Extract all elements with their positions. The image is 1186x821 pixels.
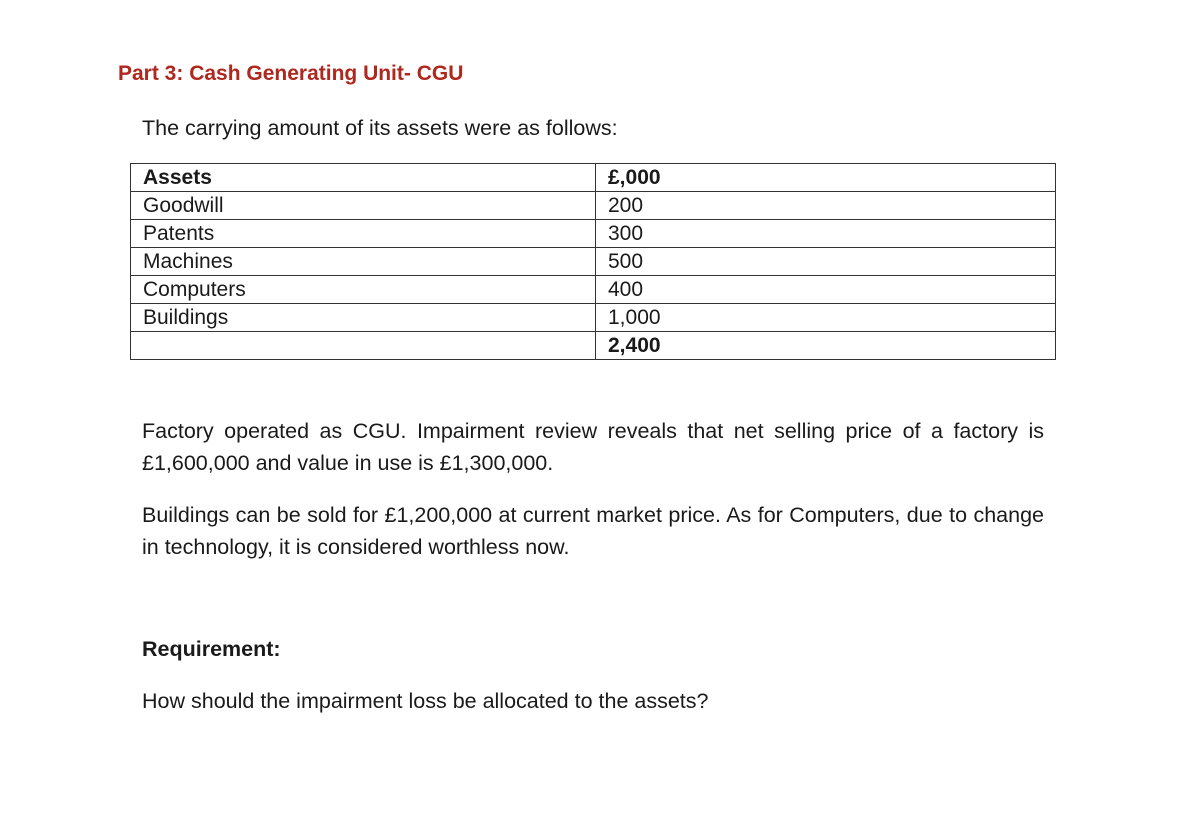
table-header-row	[131, 164, 1056, 192]
column-header-value: £,000	[596, 164, 1056, 192]
section-heading: Part 3: Cash Generating Unit- CGU	[118, 62, 464, 85]
asset-value-cell: 200	[596, 192, 1056, 220]
table-row	[131, 276, 1056, 304]
requirement-question: How should the impairment loss be allocated to the assets?	[142, 689, 709, 713]
table-row	[131, 248, 1056, 276]
asset-value-cell: 1,000	[596, 304, 1056, 332]
table-row	[131, 220, 1056, 248]
asset-name-cell: Machines	[131, 248, 596, 276]
assets-table	[130, 163, 1056, 360]
scenario-paragraph: Factory operated as CGU. Impairment review reveals that net selling price of a factory is £1,600,000 and value in use is £1,300,000.	[142, 419, 1044, 475]
table-total-row	[131, 332, 1056, 360]
asset-value-cell: 400	[596, 276, 1056, 304]
asset-name-cell: Goodwill	[131, 192, 596, 220]
scenario-paragraph: Buildings can be sold for £1,200,000 at current market price. As for Computers, due to change in technology, it is considered worthless now.	[142, 503, 1044, 559]
asset-value-cell: 300	[596, 220, 1056, 248]
asset-name-cell: Computers	[131, 276, 596, 304]
intro-text: The carrying amount of its assets were as follows:	[142, 116, 618, 140]
total-value-cell: 2,400	[596, 332, 1056, 360]
table-row	[131, 192, 1056, 220]
asset-value-cell: 500	[596, 248, 1056, 276]
asset-name-cell: Buildings	[131, 304, 596, 332]
total-label-cell	[131, 332, 596, 360]
table-row	[131, 304, 1056, 332]
requirement-title: Requirement:	[142, 637, 281, 661]
asset-name-cell: Patents	[131, 220, 596, 248]
column-header-assets: Assets	[131, 164, 596, 192]
